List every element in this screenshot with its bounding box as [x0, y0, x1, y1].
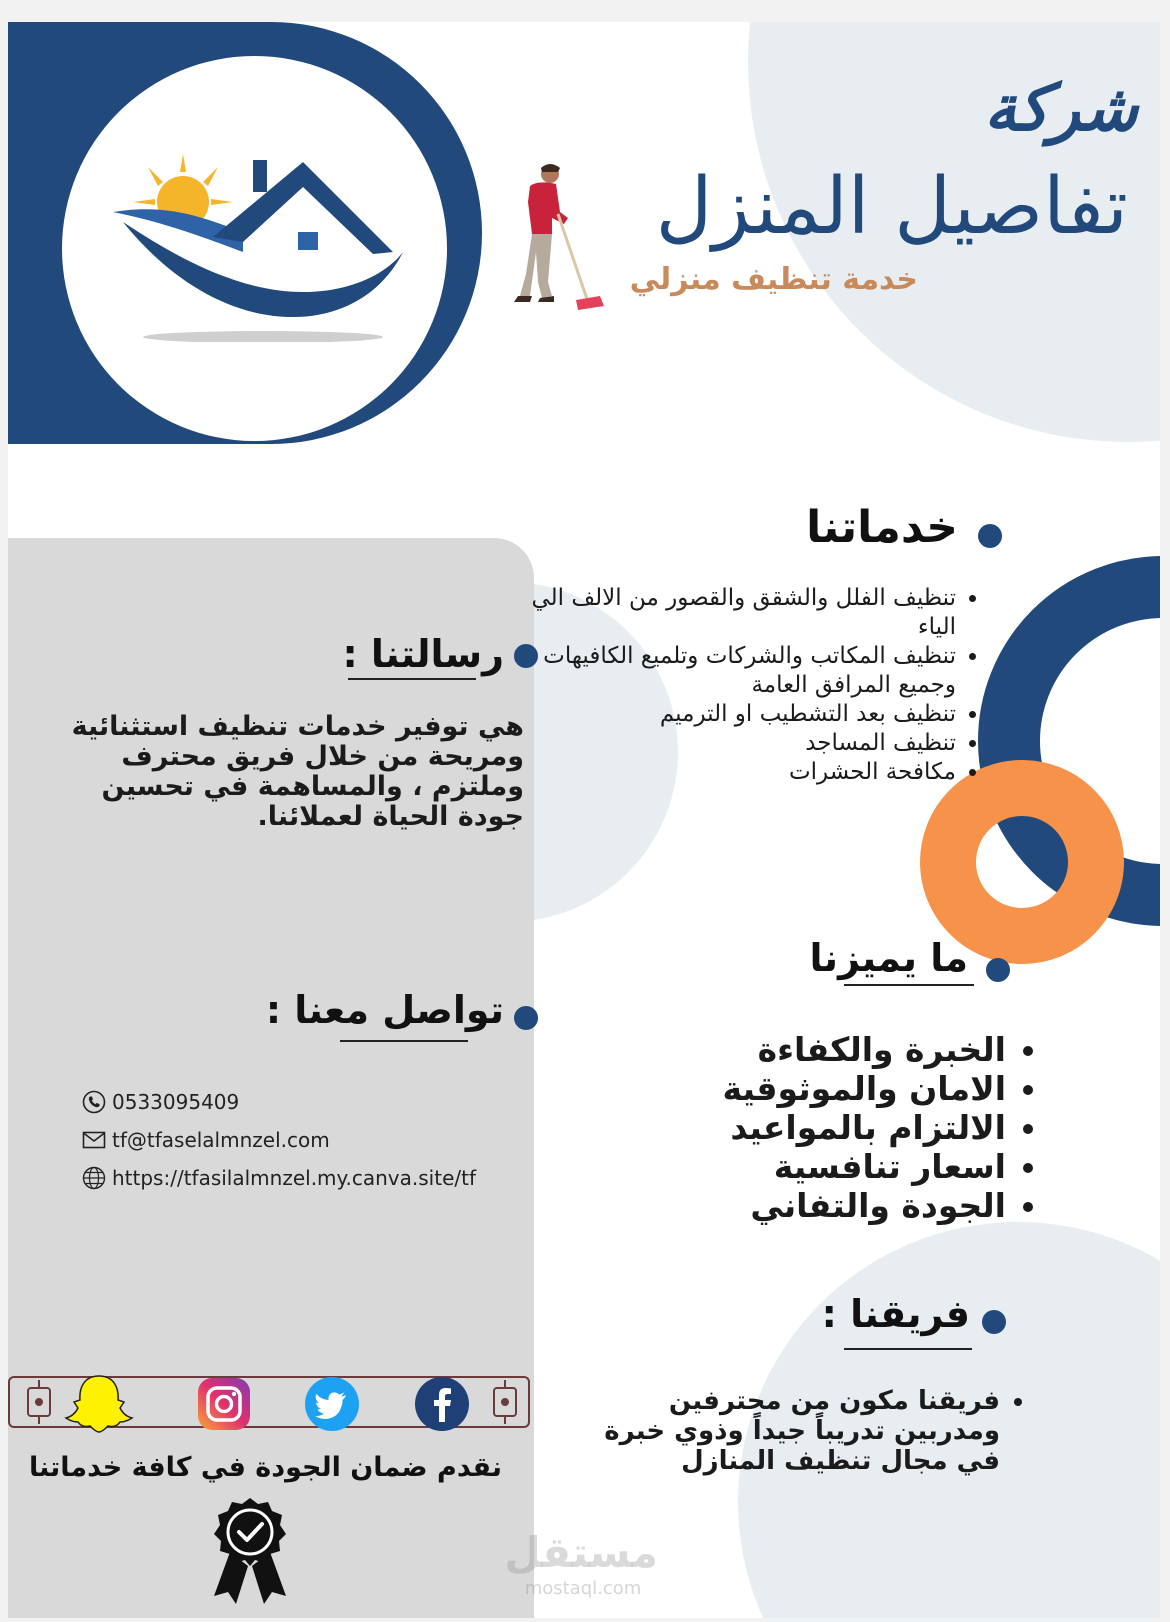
- globe-icon: [82, 1166, 106, 1190]
- features-heading: ما يميزنا: [809, 936, 968, 980]
- guarantee-text: نقدم ضمان الجودة في كافة خدماتنا: [28, 1452, 502, 1483]
- mission-text: هي توفير خدمات تنظيف استثنائية ومريحة من خلال فريق محترف وملتزم ، والمساهمة في تحسين جودة الحياة لعملائنا.: [71, 711, 524, 832]
- flyer-page: [8, 22, 1160, 1618]
- feature-item: • الالتزام بالمواعيد: [568, 1108, 1006, 1147]
- features-heading-dot: [986, 958, 1010, 982]
- feature-item: • الخبرة والكفاءة: [568, 1030, 1006, 1069]
- website-url: https://tfasilalmnzel.my.canva.site/tf: [112, 1166, 476, 1190]
- cleaner-illustration: [508, 162, 618, 322]
- team-text-block: [588, 1386, 1038, 1476]
- contact-underline: [340, 1040, 468, 1042]
- service-item: • تنظيف بعد التشطيب او الترميم: [528, 700, 956, 729]
- orange-ring-decor: [920, 760, 1124, 964]
- company-name: تفاصيل المنزل: [655, 162, 1128, 252]
- mission-heading: رسالتنا :: [342, 632, 504, 676]
- contact-heading-dot: [514, 1006, 538, 1030]
- team-heading: فريقنا :: [821, 1292, 970, 1336]
- contact-website[interactable]: [82, 1166, 476, 1190]
- service-item: • مكافحة الحشرات: [528, 758, 956, 787]
- team-heading-dot: [982, 1310, 1006, 1334]
- team-description: • فريقنا مكون من محترفين ومدربين تدريباً جيداً وذوي خبرة في مجال تنظيف المنازل: [588, 1386, 1000, 1476]
- mission-heading-dot: [514, 644, 538, 668]
- contact-heading: تواصل معنا :: [265, 988, 504, 1032]
- facebook-icon[interactable]: [414, 1376, 470, 1432]
- service-item: • تنظيف المكاتب والشركات وتلميع الكافيهات وجميع المرافق العامة: [528, 642, 956, 700]
- team-underline: [844, 1348, 972, 1350]
- mission-underline: [348, 678, 476, 680]
- service-item: • تنظيف الفلل والشقق والقصور من الالف الي الياء: [528, 584, 956, 642]
- feature-item: • الجودة والتفاني: [568, 1186, 1006, 1225]
- company-word: شركة: [984, 72, 1138, 146]
- feature-item: • الامان والموثوقية: [568, 1069, 1006, 1108]
- social-bar-right-cap: [490, 1380, 520, 1424]
- quality-badge-icon: [208, 1496, 292, 1606]
- services-heading: خدماتنا: [806, 502, 958, 553]
- house-logo-icon: [103, 142, 413, 342]
- tagline: خدمة تنظيف منزلي: [629, 262, 918, 297]
- watermark-latin: mostaql.com: [524, 1578, 642, 1599]
- feature-item: • اسعار تنافسية: [568, 1147, 1006, 1186]
- snapchat-icon[interactable]: [64, 1372, 134, 1434]
- service-item: • تنظيف المساجد: [528, 729, 956, 758]
- social-bar-left-cap: [24, 1380, 54, 1424]
- twitter-icon[interactable]: [304, 1376, 360, 1432]
- phone-icon: [82, 1090, 106, 1114]
- services-list: [528, 584, 984, 787]
- mail-icon: [82, 1130, 106, 1150]
- watermark-arabic: مستقل: [504, 1528, 658, 1577]
- features-list: [568, 1030, 1044, 1225]
- contact-phone[interactable]: [82, 1090, 239, 1114]
- contact-email[interactable]: [82, 1128, 330, 1152]
- instagram-icon[interactable]: [196, 1376, 252, 1432]
- features-underline: [844, 984, 974, 986]
- email-address: tf@tfaselalmnzel.com: [112, 1128, 330, 1152]
- phone-number: 0533095409: [112, 1090, 240, 1114]
- services-heading-dot: [978, 524, 1002, 548]
